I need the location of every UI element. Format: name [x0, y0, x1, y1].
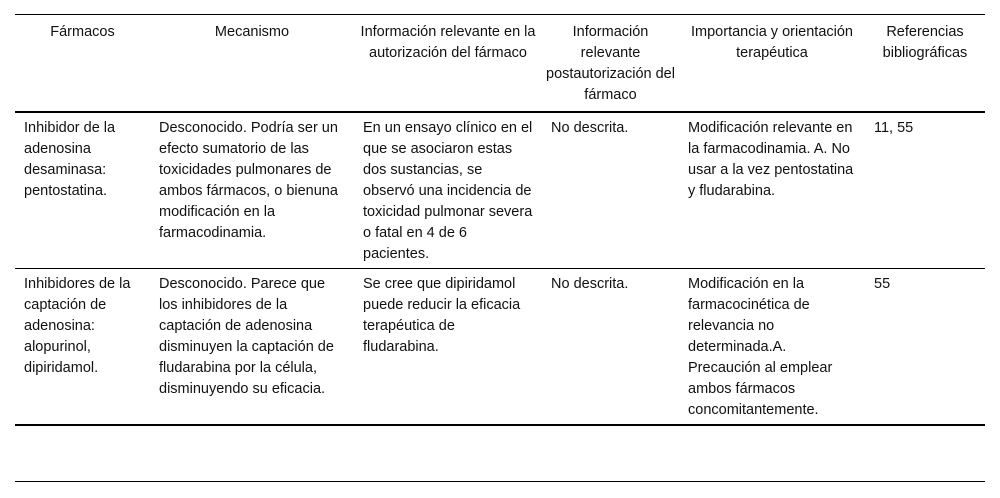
- cell-farmacos: Inhibidor de la adenosina desaminasa: pentostatina.: [24, 120, 116, 199]
- header-importancia: Importancia y orientación terapéutica: [691, 24, 853, 61]
- table-header: [15, 15, 985, 113]
- cell-postautorizacion: No descrita.: [551, 276, 629, 292]
- cell-importancia: Modificación en la farmacocinética de relevancia no determinada.A. Precaución al emplear ambos fármacos concomitantemente.: [688, 276, 833, 418]
- cell-importancia: Modificación relevante en la farmacodinamia. A. No usar a la vez pentostatina y fludarabina.: [688, 120, 854, 199]
- header-postautorizacion: Información relevante postautorización del fármaco: [546, 24, 675, 103]
- header-mecanismo: Mecanismo: [214, 24, 290, 40]
- cell-mecanismo: Desconocido. Parece que los inhibidores de la captación de adenosina disminuyen la captación de fludarabina por la célula, disminuyendo su eficacia.: [159, 276, 334, 397]
- cell-farmacos: Inhibidores de la captación de adenosina: alopurinol, dipiridamol.: [24, 276, 131, 376]
- table-row: [15, 269, 985, 426]
- table-bottom-rule: [15, 481, 985, 482]
- table-body: [15, 112, 985, 425]
- drug-interaction-table: [15, 14, 985, 426]
- header-farmacos: Fármacos: [50, 24, 115, 40]
- cell-autorizacion: En un ensayo clínico en el que se asociaron estas dos sustancias, se observó una incidencia de toxicidad pulmonar severa o fatal en 4 de 6 pacientes.: [363, 120, 533, 262]
- cell-referencias: 55: [874, 276, 891, 292]
- cell-referencias: 11, 55: [874, 120, 914, 136]
- table-row: [15, 112, 985, 269]
- cell-mecanismo: Desconocido. Podría ser un efecto sumatorio de las toxicidades pulmonares de ambos fármacos, o bienuna modificación en la farmacodinamia.: [159, 120, 338, 241]
- cell-postautorizacion: No descrita.: [551, 120, 629, 136]
- header-autorizacion: Información relevante en la autorización del fármaco: [360, 24, 536, 61]
- header-referencias: Referencias bibliográficas: [882, 24, 968, 61]
- header-row: [15, 15, 985, 113]
- cell-autorizacion: Se cree que dipiridamol puede reducir la eficacia terapéutica de fludarabina.: [363, 276, 521, 355]
